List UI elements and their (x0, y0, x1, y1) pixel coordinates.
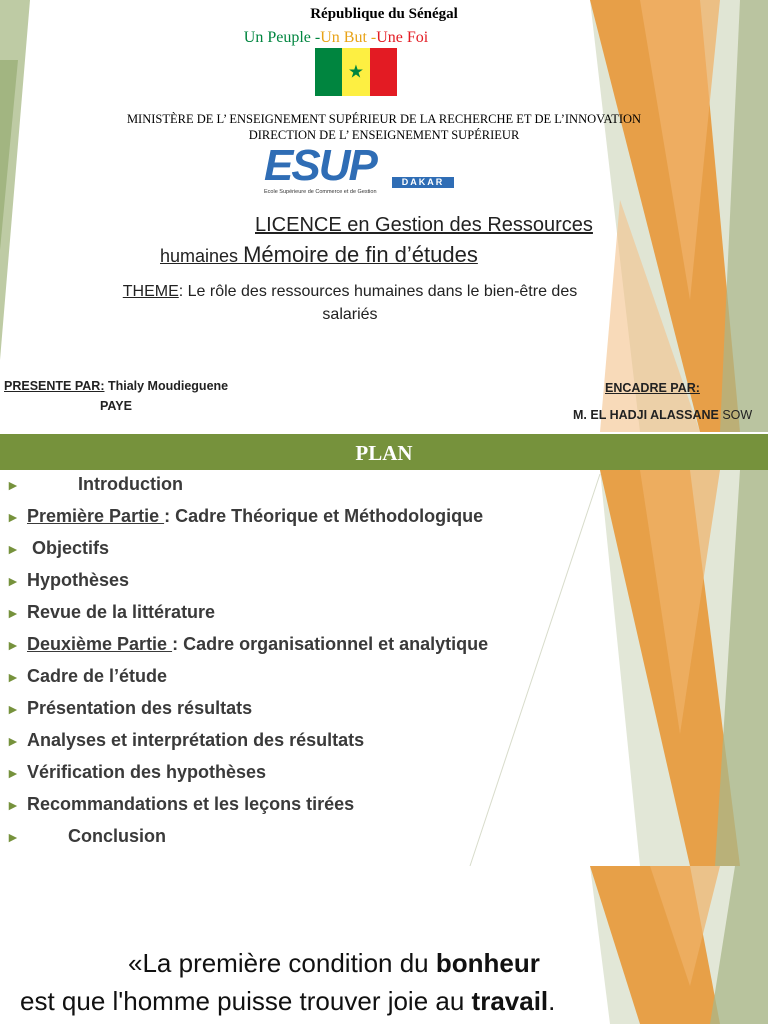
thesis-label: Mémoire de fin d’études (243, 242, 478, 267)
plan-item-label: : Cadre organisationnel et analytique (172, 634, 489, 654)
national-motto (0, 29, 670, 47)
bullet-arrow-icon: ► (6, 541, 20, 557)
theme-line-1 (0, 283, 700, 301)
bullet-arrow-icon: ► (6, 765, 20, 781)
esup-logo (262, 141, 454, 198)
plan-item-text (32, 538, 109, 559)
bullet-arrow-icon: ► (6, 797, 20, 813)
plan-part-label: Deuxième Partie (27, 634, 173, 654)
quote-line-2 (20, 986, 555, 1017)
supervisor-label: ENCADRE PAR: (605, 381, 700, 395)
plan-item-label: Présentation des résultats (27, 698, 253, 718)
plan-item-text (27, 570, 129, 591)
plan-item-text (27, 602, 215, 623)
plan-item-text (27, 794, 354, 815)
senegal-flag (315, 48, 397, 96)
motto-part-1: Un Peuple - (243, 29, 321, 46)
plan-item-label: : Cadre Théorique et Méthodologique (164, 506, 484, 526)
plan-item-label: Revue de la littérature (27, 602, 216, 622)
plan-item-label: Vérification des hypothèses (27, 762, 267, 782)
plan-slide (0, 434, 768, 866)
ministry-line-1: MINISTÈRE DE L’ ENSEIGNEMENT SUPÉRIEUR DE LA RECHERCHE ET DE L’INNOVATION (126, 112, 642, 126)
theme-label: THEME (122, 283, 179, 300)
plan-item-text (27, 506, 483, 527)
presenter-name-2: PAYE (100, 399, 132, 413)
plan-item-label: Conclusion (68, 826, 166, 846)
presenter (4, 379, 228, 393)
quote-keyword-travail: travail (471, 986, 549, 1016)
quote-end: . (548, 986, 556, 1016)
star-icon: ★ (347, 61, 365, 82)
plan-item-text (27, 634, 488, 655)
plan-part-label: Première Partie (27, 506, 165, 526)
plan-item-label: Recommandations et les leçons tirées (27, 794, 355, 814)
bullet-arrow-icon: ► (6, 509, 20, 525)
motto-part-2: Un But - (320, 29, 377, 46)
plan-item-label: Cadre de l’étude (27, 666, 168, 686)
bullet-arrow-icon: ► (6, 573, 20, 589)
degree-line-1: LICENCE en Gestion des Ressources (255, 214, 593, 236)
degree-field: humaines (160, 246, 244, 266)
plan-item-text (78, 474, 183, 495)
plan-item-label: Analyses et interprétation des résultats (27, 730, 365, 750)
quote-slide (0, 866, 768, 1024)
plan-item-text (27, 762, 266, 783)
supervisor-name (573, 408, 752, 422)
bullet-arrow-icon: ► (6, 829, 20, 845)
motto-part-3: Une Foi (376, 29, 429, 46)
theme-line-2: salariés (322, 306, 378, 323)
plan-item-label: Hypothèses (27, 570, 130, 590)
logo-sub: DAKAR (392, 177, 454, 188)
theme-text: : Le rôle des ressources humaines dans le bien-être des (178, 283, 578, 300)
ministry-line-2: DIRECTION DE L’ ENSEIGNEMENT SUPÉRIEUR (248, 128, 520, 142)
logo-wordmark: ESUP (264, 141, 376, 190)
plan-item-text (27, 698, 252, 719)
plan-item-text (27, 730, 364, 751)
bullet-arrow-icon: ► (6, 605, 20, 621)
plan-item-label: Objectifs (32, 538, 110, 558)
bullet-arrow-icon: ► (6, 477, 20, 493)
bullet-arrow-icon: ► (6, 701, 20, 717)
bullet-arrow-icon: ► (6, 637, 20, 653)
presenter-label: PRESENTE PAR: (4, 379, 105, 393)
plan-item-text (27, 666, 167, 687)
presenter-name: Thialy Moudieguene (104, 379, 229, 393)
plan-item-text (68, 826, 166, 847)
plan-title: PLAN (0, 434, 768, 470)
degree-line-2 (160, 242, 478, 268)
supervisor-name-rest: SOW (718, 408, 753, 422)
bullet-arrow-icon: ► (6, 669, 20, 685)
quote-line-2-text: est que l'homme puisse trouver joie au (20, 986, 472, 1016)
quote-keyword-bonheur: bonheur (435, 948, 540, 978)
quote-line-1-text: «La première condition du (128, 948, 436, 978)
bullet-arrow-icon: ► (6, 733, 20, 749)
logo-caption: Ecole Supérieure de Commerce et de Gestion (264, 189, 377, 195)
country-name: République du Sénégal (310, 6, 458, 22)
quote-line-1 (128, 948, 540, 979)
title-slide (0, 0, 768, 432)
plan-item-label: Introduction (78, 474, 183, 494)
supervisor-name-bold: M. EL HADJI ALASSANE (573, 408, 719, 422)
